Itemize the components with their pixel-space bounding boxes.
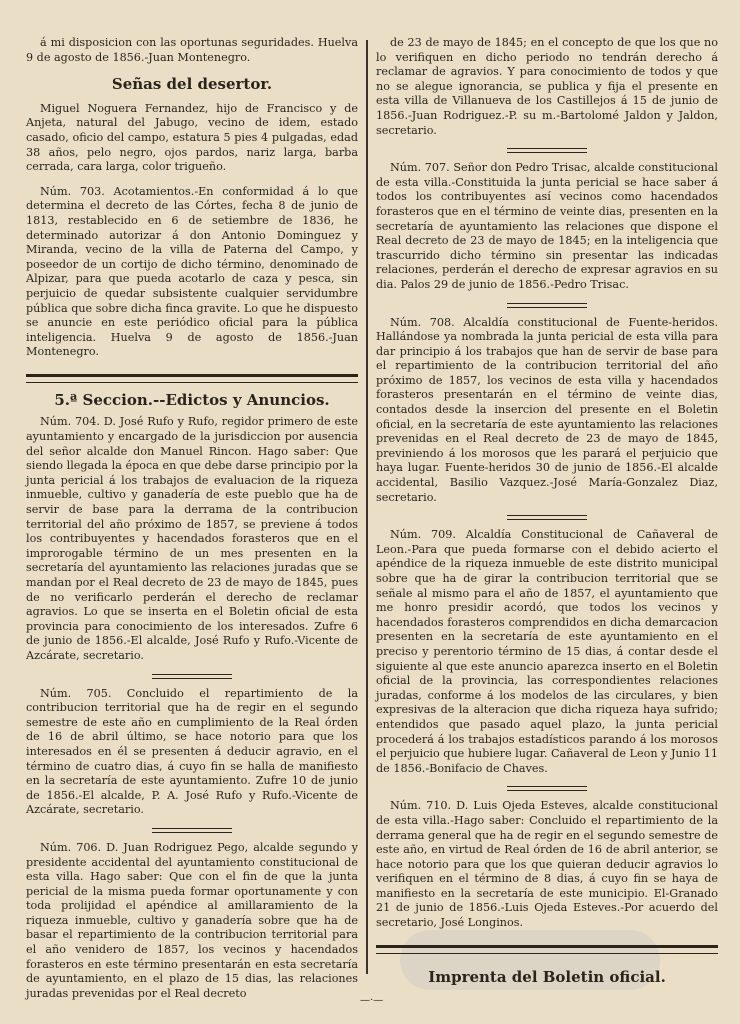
right-column (376, 36, 718, 984)
notice-705: Núm. 705. Concluido el repartimiento de la contribucion territorial que ha de regir en el segundo semestre de este año en cumplimiento de la Real órden de 16 de abril último, se hace notorio para que los interesados en él se presenten á deducir agravio, en el término de cuatro dias, á cuyo fin se halla de manifiesto en la secretaría de este ayuntamiento. Zufre 10 de junio de 1856.-El alcalde, P. A. José Rufo y Rufo.-Vicente de Azcárate, secretario. (26, 686, 358, 817)
column-rule (366, 40, 368, 974)
separator (152, 674, 232, 679)
section-divider (26, 374, 358, 383)
closing-divider (376, 945, 718, 954)
desertor-description: Miguel Noguera Fernandez, hijo de Francisco y de Anjeta, natural del Jabugo, vecino de idem, estado casado, oficio del campo, estatura 5 pies 4 pulgadas, edad 38 años, pelo negro, ojos pardos, nariz larga, barba cerrada, cara larga, color trigueño. (26, 101, 358, 174)
desertor-heading: Señas del desertor. (111, 75, 273, 94)
notice-707: Núm. 707. Señor don Pedro Trisac, alcalde constitucional de esta villa.-Constituida la junta pericial se hace saber á todos los contribuyentes así vecinos como hacendados forasteros que en el término de veinte dias, presenten en la secretaría de ayuntamiento las relaciones que dispone el Real decreto de 23 de mayo de 1845; en la inteligencia que trascurrido dicho término sin presentar las indicadas relaciones, perderán el derecho de expresar agravios en su dia. Palos 29 de junio de 1856.-Pedro Trisac. (376, 161, 718, 291)
footer-mark: —·— (360, 995, 384, 1006)
section-heading: 5.ª Seccion.--Edictos y Anuncios. (54, 390, 330, 409)
separator (507, 303, 587, 308)
notice-704: Núm. 704. D. José Rufo y Rufo, regidor primero de este ayuntamiento y encargado de la jurisdiccion por ausencia del señor alcalde don Manuel Rincon. Hago saber: Que siendo llegada la época en que debe darse principio por la junta pericial á los trabajos de evaluacion de la riqueza inmueble, cultivo y ganadería de este pueblo que ha de servir de base para la derrama de la contribucion territorial del año próximo de 1857, se previene á todos los contribuyentes y hacendados forasteros que en el improrogable término de un mes presenten en la secretaría del ayuntamiento las relaciones juradas que se mandan por el Real decreto de 23 de mayo de 1845, pues de no verificarlo perderán el derecho de reclamar agravios. Lo que se inserta en el Boletin oficial de esta provincia para conocimiento de los interesados. Zufre 6 de junio de 1856.-El alcalde, José Rufo y Rufo.-Vicente de Azcárate, secretario. (26, 415, 358, 662)
notice-710: Núm. 710. D. Luis Ojeda Esteves, alcalde constitucional de esta villa.-Hago saber: Concluido el repartimiento de la derrama general que ha de regir en el segundo semestre de este año, en virtud de Real órden de 16 de abril anterior, se hace notorio para que los que quieran deducir agravios lo verifiquen en el término de 8 dias, á cuyo fin se haya de manifiesto en la secretaría de este municipio. El-Granado 21 de junio de 1856.-Luis Ojeda Esteves.-Por acuerdo del secretario, José Longinos. (376, 799, 718, 930)
notice-706-continued: de 23 de mayo de 1845; en el concepto de que los que no lo verifiquen en dicho periodo no tendrán derecho á reclamar de agravios. Y para conocimiento de todos y que no se alegue ignorancia, se publica y fija el presente en esta villa de Villanueva de los Castillejos á 15 de junio de 1856.-Juan Rodriguez.-P. su m.-Bartolomé Jaldon y Jaldon, secretario. (376, 36, 718, 137)
separator (507, 515, 587, 520)
separator (507, 786, 587, 791)
separator (507, 148, 587, 153)
notice-703: Núm. 703. Acotamientos.-En conformidad á lo que determina el decreto de las Córtes, fecha 8 de junio de 1813, restablecido en 6 de setiembre de 1836, he determinado autorizar á don Antonio Dominguez y Miranda, vecino de la villa de Paterna del Campo, y poseedor de un cortijo de dicho término, denominado de Alpizar, para que pueda acotarlo de caza y pesca, sin perjuicio de quedar subsistente cualquier servidumbre pública que sobre dicha finca gravite. Lo que he dispuesto se anuncie en este periódico oficial para la pública inteligencia. Huelva 9 de agosto de 1856.-Juan Montenegro. (26, 184, 358, 359)
left-column (26, 36, 358, 1000)
notice-708: Núm. 708. Alcaldía constitucional de Fuente-heridos. Hallándose ya nombrada la junta pericial de esta villa para dar principio á los trabajos que han de servir de base para el repartimiento de la contribucion territorial del año próximo de 1857, los vecinos de esta villa y hacendados forasteros presentarán en el término de veinte dias, contados desde la insercion del presente en el Boletin oficial, en la secretaría de este ayuntamiento las relaciones prevenidas en el Real decreto de 23 de mayo de 1845, previniendo á los morosos que les parará el perjuicio que haya lugar. Fuente-heridos 30 de junio de 1856.-El alcalde accidental, Basilio Vazquez.-José María-Gonzalez Diaz, secretario. (376, 315, 718, 504)
intro-paragraph: á mi disposicion con las oportunas seguridades. Huelva 9 de agosto de 1856.-Juan Montenegro. (26, 36, 358, 64)
notice-706: Núm. 706. D. Juan Rodriguez Pego, alcalde segundo y presidente accidental del ayuntamiento constitucional de esta villa. Hago saber: Que con el fin de que la junta pericial de la misma pueda formar oportunamente y con toda prolijidad el apéndice al amillaramiento de la riqueza inmueble, cultivo y ganadería sobre que ha de basar el repartimiento de la contribucion territorial para el año venidero de 1857, los vecinos y hacendados forasteros en este término presentarán en esta secretaría de ayuntamiento, en el plazo de 15 dias, las relaciones juradas prevenidas por el Real decreto (26, 840, 358, 1000)
printer-imprint: Imprenta del Boletin oficial. (428, 967, 666, 986)
separator (152, 828, 232, 833)
notice-709: Núm. 709. Alcaldía Constitucional de Cañaveral de Leon.-Para que pueda formarse con el debido acierto el apéndice de la riqueza inmueble de este distrito municipal sobre que ha de girar la contribucion territorial que se señale al mismo para el año de 1857, el ayuntamiento que me honro presidir acordó, que todos los vecinos y hacendados forasteros comprendidos en dicha demarcacion presenten en la secretaría de este ayuntamiento en el preciso y perentorio término de 15 dias, á contar desde el siguiente al que este anuncio aparezca inserto en el Boletin oficial de la provincia, las correspondientes relaciones juradas, conforme á los modelos de las circulares, y bien expresivas de la alteracion que dicha riqueza haya sufrido; entendidos que pasado aquel plazo, la junta pericial procederá á los trabajos estadísticos parando á los morosos el perjuicio que hubiere lugar. Cañaveral de Leon y Junio 11 de 1856.-Bonifacio de Chaves. (376, 528, 718, 775)
